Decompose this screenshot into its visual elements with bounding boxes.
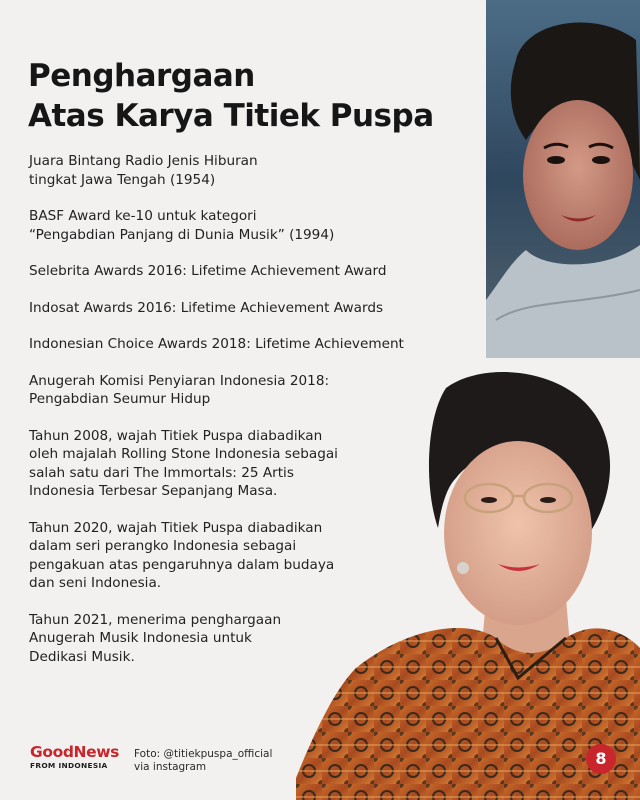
award-item: BASF Award ke-10 untuk kategori “Pengabdian Panjang di Dunia Musik” (1994) (29, 208, 335, 243)
photo-credit-line-2: via instagram (134, 761, 207, 773)
logo-tagline: FROM INDONESIA (30, 761, 108, 770)
logo-wordmark: GoodNews (30, 743, 119, 761)
award-item: Juara Bintang Radio Jenis Hiburan tingkat Jawa Tengah (1954) (29, 153, 258, 188)
award-item: Tahun 2020, wajah Titiek Puspa diabadikan dalam seri perangko Indonesia sebagai pengakuan atas pengaruhnya dalam budaya dan seni Indonesia. (29, 519, 335, 591)
photo-credit (134, 748, 284, 774)
goodnews-logo (30, 744, 130, 771)
title-line-2: Atas Karya Titiek Puspa (28, 98, 434, 134)
page-number-badge: 8 (586, 744, 616, 774)
page-title (28, 56, 468, 136)
portrait-photo (296, 368, 640, 800)
photo-credit-line-1: Foto: @titiekpuspa_official (134, 748, 273, 760)
award-item: Tahun 2008, wajah Titiek Puspa diabadikan oleh majalah Rolling Stone Indonesia sebagai salah satu dari The Immortals: 25 Artis Indonesia Terbesar Sepanjang Masa. (29, 427, 338, 499)
award-item: Indosat Awards 2016: Lifetime Achievement Awards (29, 299, 384, 316)
award-item: Anugerah Komisi Penyiaran Indonesia 2018: Pengabdian Seumur Hidup (29, 372, 330, 407)
vintage-portrait-photo (486, 0, 640, 358)
award-item: Indonesian Choice Awards 2018: Lifetime Achievement (29, 336, 404, 352)
award-item: Selebrita Awards 2016: Lifetime Achievement Award (29, 263, 387, 279)
title-line-1: Penghargaan (28, 58, 255, 94)
award-item: Tahun 2021, menerima penghargaan Anugerah Musik Indonesia untuk Dedikasi Musik. (29, 611, 282, 665)
